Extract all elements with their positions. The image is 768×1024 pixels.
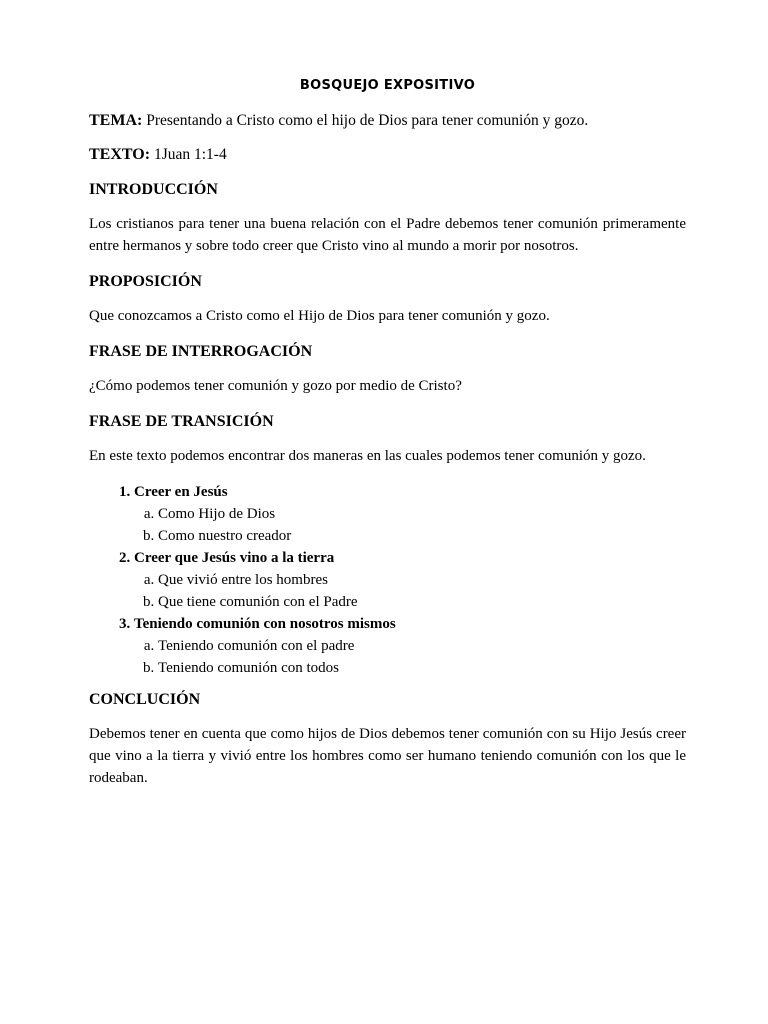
document-title: BOSQUEJO EXPOSITIVO [299,78,476,93]
texto-line [89,145,686,165]
sub-point: a. Que vivió entre los hombres [158,569,686,591]
document-page [89,76,686,803]
outline-points [89,481,686,679]
transicion-body: En este texto podemos encontrar dos maneras en las cuales podemos tener comunión y gozo. [89,448,646,464]
point-label: Creer en Jesús [134,484,228,500]
interrogacion-body: ¿Cómo podemos tener comunión y gozo por medio de Cristo? [89,378,462,394]
sub-point: b. Teniendo comunión con todos [158,657,686,679]
sub-point: b. Que tiene comunión con el Padre [158,591,686,613]
tema-line [89,111,686,131]
proposicion-body: Que conozcamos a Cristo como el Hijo de Dios para tener comunión y gozo. [89,308,550,324]
sub-points [134,635,686,679]
sub-point: a. Teniendo comunión con el padre [158,635,686,657]
tema-value: Presentando a Cristo como el hijo de Dios para tener comunión y gozo. [146,112,589,129]
introduccion-heading: INTRODUCCIÓN [89,181,218,198]
texto-value: 1Juan 1:1-4 [153,146,227,163]
sub-point: b. Como nuestro creador [158,525,686,547]
outline-point [134,547,686,613]
proposicion-heading: PROPOSICIÓN [89,273,202,290]
introduccion-body: Los cristianos para tener una buena relación con el Padre debemos tener comunión primeramente entre hermanos y sobre todo creer que Cristo vino al mundo a morir por nosotros. [89,216,686,254]
sub-point: a. Como Hijo de Dios [158,503,686,525]
interrogacion-heading: FRASE DE INTERROGACIÓN [89,343,313,360]
sub-points [134,503,686,547]
tema-label: TEMA: [89,112,143,129]
texto-label: TEXTO: [89,146,151,163]
outline-point [134,613,686,679]
conclusion-body: Debemos tener en cuenta que como hijos de Dios debemos tener comunión con su Hijo Jesús creer que vino a la tierra y vivió entre los hombres como ser humano teniendo comunión con los que le rodeaban. [89,726,686,786]
conclusion-heading: CONCLUCIÓN [89,691,201,708]
point-label: Creer que Jesús vino a la tierra [134,550,335,566]
transicion-heading: FRASE DE TRANSICIÓN [89,413,274,430]
outline-point [134,481,686,547]
sub-points [134,569,686,613]
point-label: Teniendo comunión con nosotros mismos [134,616,396,632]
